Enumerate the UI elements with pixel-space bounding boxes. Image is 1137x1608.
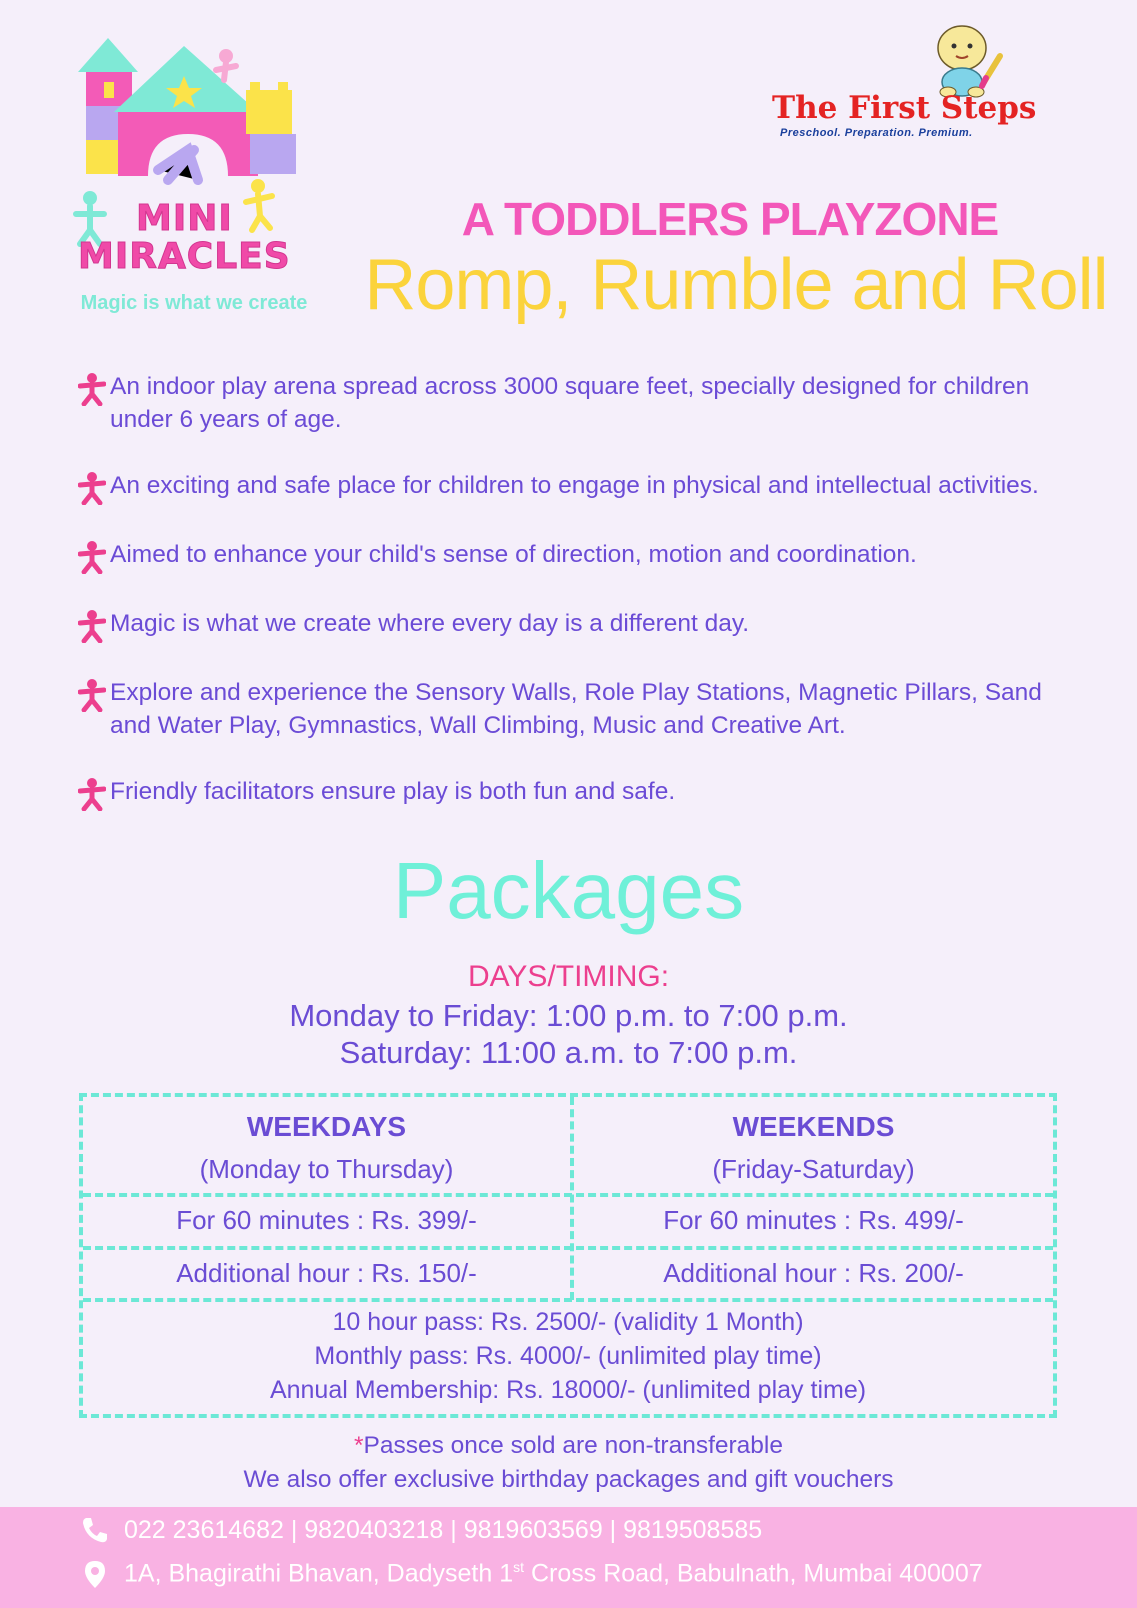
weekends-60min-price: For 60 minutes : Rs. 499/- xyxy=(663,1205,964,1235)
list-item-text: Explore and experience the Sensory Walls, Role Play Stations, Magnetic Pillars, Sand and Water Play, Gymnastics, Wall Climbing, Music and Creative Art. xyxy=(110,679,1042,739)
list-item-text: An exciting and safe place for children to engage in physical and intellectual activities. xyxy=(110,472,1039,499)
weekends-additional-hour: Additional hour : Rs. 200/- xyxy=(663,1258,964,1288)
timing-saturday: Saturday: 11:00 a.m. to 7:00 p.m. xyxy=(339,1035,798,1070)
page-title: Romp, Rumble and Roll xyxy=(364,245,1108,325)
brand-left-name-line1: MINI xyxy=(136,198,233,239)
packages-title: Packages xyxy=(392,846,745,935)
feature-list xyxy=(78,370,1088,844)
weekdays-60min-price: For 60 minutes : Rs. 399/- xyxy=(176,1205,477,1235)
first-steps-logo xyxy=(760,20,1060,150)
list-item xyxy=(78,607,1088,643)
offer-note: We also offer exclusive birthday packages and gift vouchers xyxy=(243,1466,894,1493)
brand-left-name-line2: MIRACLES xyxy=(78,236,291,277)
weekdays-subheading: (Monday to Thursday) xyxy=(199,1154,454,1184)
person-bullet-icon xyxy=(78,372,106,406)
non-transferable-text: Passes once sold are non-transferable xyxy=(363,1432,783,1459)
list-item xyxy=(78,370,1088,436)
timing-weekdays: Monday to Friday: 1:00 p.m. to 7:00 p.m. xyxy=(289,998,848,1033)
address-part2: Cross Road, Babulnath, Mumbai 400007 xyxy=(524,1559,983,1588)
phone-numbers: 022 23614682 | 9820403218 | 9819603569 | 9819508585 xyxy=(124,1515,763,1544)
phone-icon xyxy=(80,1515,110,1545)
asterisk: * xyxy=(353,1432,364,1459)
person-bullet-icon xyxy=(78,609,106,643)
baby-mascot-icon xyxy=(926,20,1006,100)
person-bullet-icon xyxy=(78,471,106,505)
days-timing-label: DAYS/TIMING: xyxy=(467,960,670,993)
brand-right-name: The First Steps xyxy=(772,90,1037,126)
address-part1: 1A, Bhagirathi Bhavan, Dadyseth 1 xyxy=(124,1559,514,1588)
list-item xyxy=(78,775,1088,811)
location-pin-icon xyxy=(80,1559,110,1589)
non-transferable-note xyxy=(0,1432,1137,1460)
pass-monthly: Monthly pass: Rs. 4000/- (unlimited play time) xyxy=(314,1342,822,1370)
address-line xyxy=(80,1559,983,1589)
weekends-subheading: (Friday-Saturday) xyxy=(712,1154,915,1184)
page-subtitle: A TODDLERS PLAYZONE xyxy=(461,193,999,245)
person-bullet-icon xyxy=(78,678,106,712)
address-ordinal: st xyxy=(513,1559,525,1576)
address-text xyxy=(124,1559,983,1588)
list-item-text: Magic is what we create where every day is a different day. xyxy=(110,610,750,637)
table-divider xyxy=(83,1246,1053,1250)
brand-right-tagline: Preschool. Preparation. Premium. xyxy=(780,127,973,139)
pass-10-hour: 10 hour pass: Rs. 2500/- (validity 1 Month) xyxy=(332,1308,804,1336)
list-item xyxy=(78,469,1088,505)
pricing-table xyxy=(79,1093,1057,1418)
pass-annual: Annual Membership: Rs. 18000/- (unlimited play time) xyxy=(269,1376,867,1404)
phone-line xyxy=(80,1515,762,1545)
weekdays-additional-hour: Additional hour : Rs. 150/- xyxy=(176,1258,477,1288)
table-divider xyxy=(83,1193,1053,1197)
weekends-heading: WEEKENDS xyxy=(732,1111,895,1142)
list-item-text: An indoor play arena spread across 3000 square feet, specially designed for children under 6 years of age. xyxy=(110,373,1030,433)
brand-left-tagline: Magic is what we create xyxy=(80,292,308,314)
mini-miracles-logo xyxy=(48,30,338,320)
person-bullet-icon xyxy=(78,777,106,811)
person-bullet-icon xyxy=(78,540,106,574)
list-item-text: Aimed to enhance your child's sense of direction, motion and coordination. xyxy=(110,541,917,568)
contact-footer xyxy=(0,1507,1137,1608)
list-item-text: Friendly facilitators ensure play is both fun and safe. xyxy=(110,778,676,805)
table-divider xyxy=(83,1298,1053,1302)
list-item xyxy=(78,538,1088,574)
weekdays-heading: WEEKDAYS xyxy=(246,1111,407,1142)
list-item xyxy=(78,676,1088,742)
